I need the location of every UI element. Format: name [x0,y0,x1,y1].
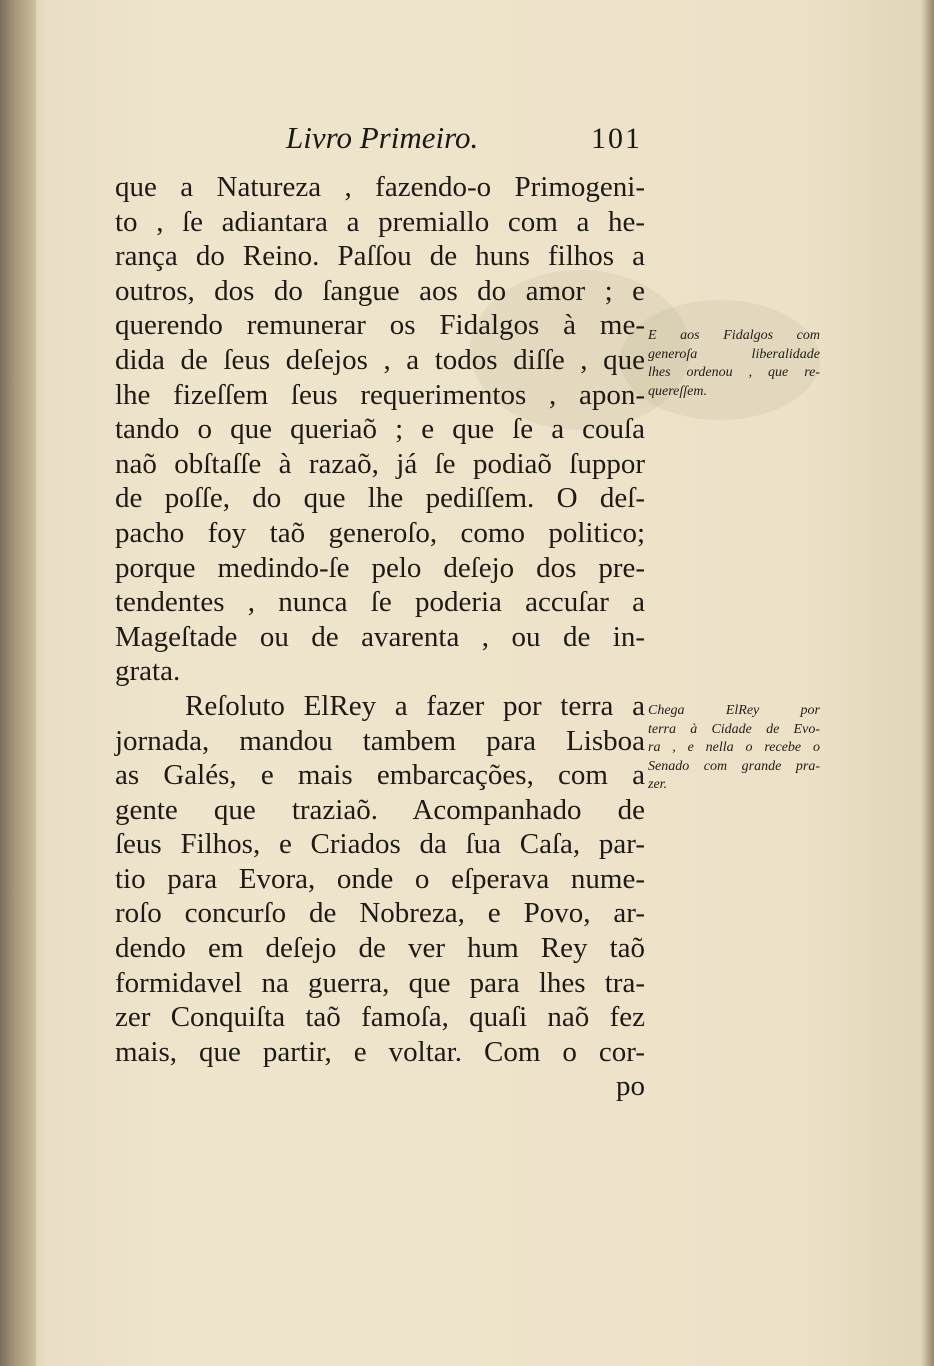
text-line: dida de ſeus deſejos , a todos diſſe , que [115,343,645,376]
text-line: rança do Reino. Paſſou de huns filhos a [115,240,645,273]
text-line: naõ obſtaſſe à razaõ, já ſe podiaõ ſuppor [115,447,645,480]
margin-note-line: generoſa liberalidade [648,346,820,362]
margin-note-line: ra , e nella o recebe o [648,740,820,755]
text-line: dendo em deſejo de ver hum Rey taõ [115,932,645,965]
page-number: 101 [591,122,642,155]
margin-note [648,327,820,401]
text-line: outros, dos do ſangue aos do amor ; e [115,274,645,307]
text-line: querendo remunerar os Fidalgos à me- [115,309,645,342]
text-line: mais, que partir, e voltar. Com o cor- [115,1035,645,1068]
text-line: Reſoluto ElRey a fazer por terra a [185,689,645,722]
text-line: to , ſe adiantara a premiallo com a he- [115,205,645,238]
margin-note [648,702,820,795]
page-header [286,120,656,168]
text-line: jornada, mandou tambem para Lisboa [115,724,645,757]
text-line: de poſſe, do que lhe pediſſem. O deſ- [115,482,645,515]
margin-note-line: E aos Fidalgos com [648,328,820,343]
text-line: formidavel na guerra, que para lhes tra- [115,966,645,999]
margin-note-line: Senado com grande pra- [648,758,820,774]
catchword: po [616,1070,645,1103]
text-line: gente que traziaõ. Acompanhado de [115,793,645,826]
text-line: que a Natureza , fazendo-o Primogeni- [115,171,645,203]
text-line: pacho foy taõ generoſo, como politico; [115,516,645,549]
main-text [115,170,645,1104]
text-line: lhe fizeſſem ſeus requerimentos , apon- [115,378,645,411]
text-line: grata. [115,655,181,688]
margin-note-line: terra à Cidade de Evo- [648,721,820,737]
text-line: tendentes , nunca ſe poderia accuſar a [115,586,645,619]
text-line: zer Conquiſta taõ famoſa, quaſi naõ fez [115,1001,645,1034]
margin-note-line: quereſſem. [648,383,707,399]
margin-note-line: Chega ElRey por [648,703,820,718]
margin-note-line: lhes ordenou , que re- [648,365,820,380]
margin-note-line: zer. [648,777,668,792]
text-line: ſeus Filhos, e Criados da ſua Caſa, par- [115,828,645,861]
text-line: tio para Evora, onde o eſperava nume- [115,862,645,895]
running-title: Livro Primeiro. [286,120,479,155]
page-edge [922,0,934,1366]
text-line: tando o que queriaõ ; e que ſe a couſa [115,413,645,446]
page-gutter [0,0,36,1366]
text-line: as Galés, e mais embarcações, com a [115,759,645,792]
text-line: porque medindo-ſe pelo deſejo dos pre- [115,551,645,584]
text-line: roſo concurſo de Nobreza, e Povo, ar- [115,897,645,930]
text-line: Mageſtade ou de avarenta , ou de in- [115,620,645,653]
